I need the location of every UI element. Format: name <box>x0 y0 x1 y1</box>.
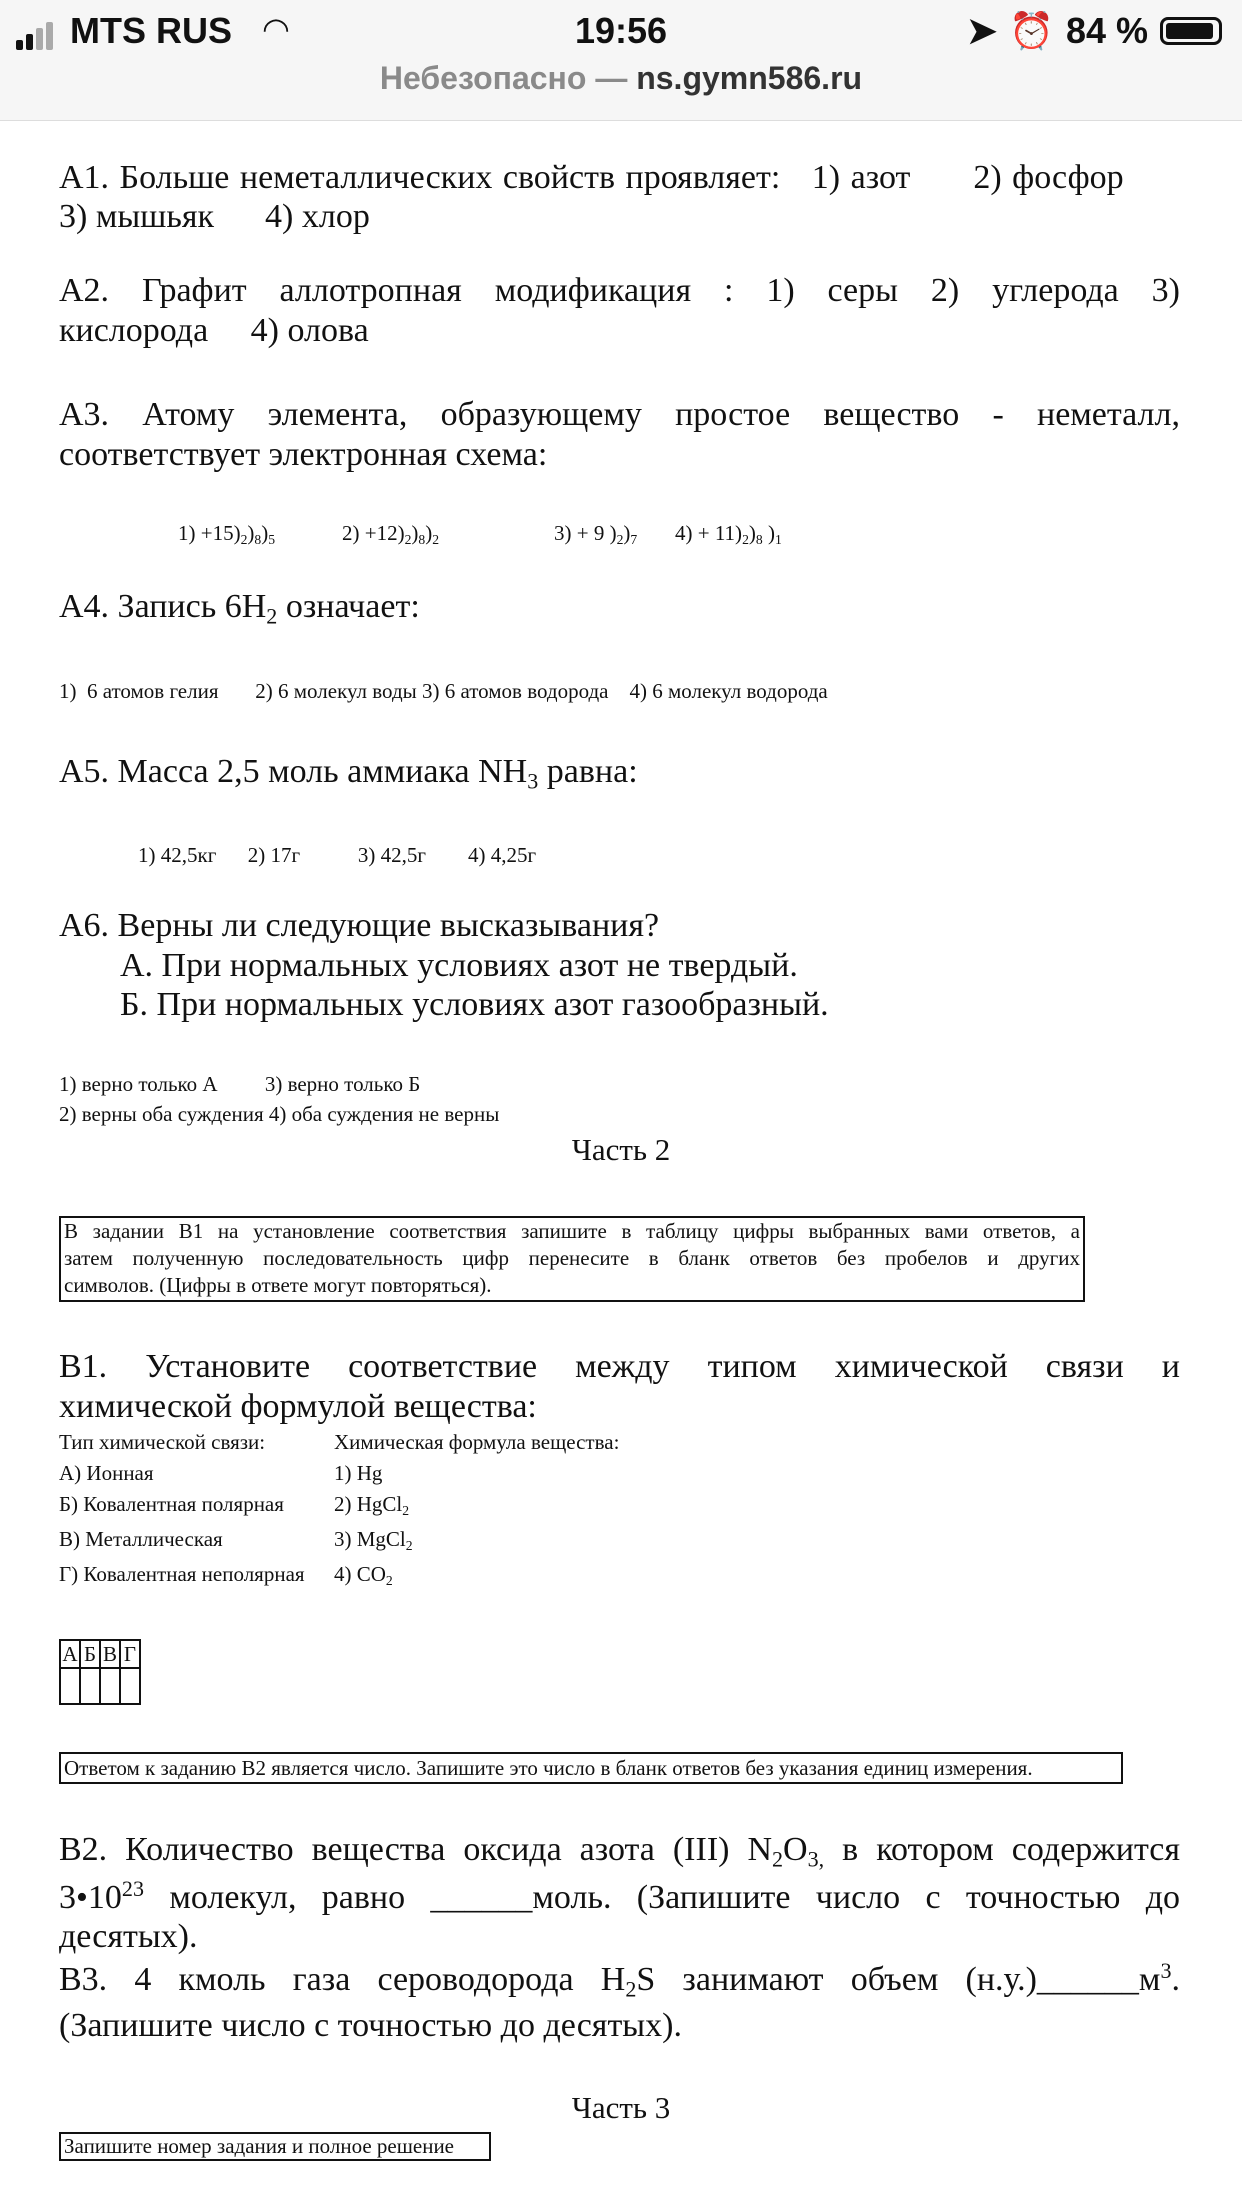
wifi-icon: ◠ <box>262 11 290 47</box>
a3-option-1 <box>178 520 275 546</box>
a4-question <box>59 587 420 627</box>
text-segment: 3) + 9 ) <box>554 521 617 545</box>
a5-options: 1) 42,5кг 2) 17г 3) 42,5г 4) 4,25г <box>138 843 537 867</box>
a2-line1: А2. Графит аллотропная модификация : 1) серы 2) углерода 3) <box>59 272 1180 309</box>
answer-cell <box>80 1668 100 1704</box>
a5-question <box>59 752 638 792</box>
b1-bond-a: А) Ионная <box>59 1461 154 1485</box>
b1-instructions-box <box>59 1216 1085 1302</box>
answer-cell <box>120 1668 140 1704</box>
text-segment: ) <box>425 521 433 545</box>
a6-options-2: 2) верны оба суждения 4) оба суждения не верны <box>59 1102 500 1126</box>
instr1-line3: символов. (Цифры в ответе могут повторяться). <box>64 1273 492 1297</box>
text-segment: 1) +15) <box>178 521 241 545</box>
text-segment: ) <box>247 521 255 545</box>
text-segment: А5. Масса 2,5 моль аммиака NH <box>59 753 528 790</box>
answer-cell <box>60 1668 80 1704</box>
answer-header-a: А <box>60 1640 80 1668</box>
subscript: 8 <box>254 532 262 548</box>
a6-options-1: 1) верно только А 3) верно только Б <box>59 1072 421 1096</box>
answer-header-v: В <box>100 1640 120 1668</box>
b2-line1 <box>59 1830 1180 1870</box>
a6-question: А6. Верны ли следующие высказывания? <box>59 907 660 944</box>
subscript: 1 <box>774 532 782 548</box>
subscript: 2 <box>266 603 278 629</box>
a3-option-3 <box>554 520 637 546</box>
subscript: 2 <box>405 1538 413 1554</box>
alarm-icon: ⏰ <box>1009 10 1054 51</box>
text-segment: 1) Hg <box>334 1461 383 1485</box>
text-segment: ) <box>762 521 775 545</box>
text-segment: 2) HgCl <box>334 1492 403 1516</box>
text-segment: А4. Запись 6H <box>59 588 267 625</box>
subscript: 2 <box>240 532 248 548</box>
subscript: 8 <box>755 532 763 548</box>
battery-icon <box>1160 17 1222 45</box>
b1-formula-3 <box>334 1526 413 1552</box>
b1-formula-4 <box>334 1561 393 1587</box>
b2-instructions-box: Ответом к заданию В2 является число. Запишите это число в бланк ответов без указания единиц измерения. <box>59 1752 1123 1784</box>
answer-header-b: Б <box>80 1640 100 1668</box>
b2-line3: десятых). <box>59 1918 198 1955</box>
text-segment: означает: <box>277 588 420 625</box>
b3-line2: (Запишите число с точностью до десятых). <box>59 2007 682 2044</box>
subscript: 2 <box>742 532 749 548</box>
status-bar <box>0 0 1242 121</box>
a3-line1: А3. Атому элемента, образующему простое вещество - неметалл, <box>59 396 1180 433</box>
a3-option-4 <box>675 520 782 546</box>
text-segment: 3) MgCl <box>334 1527 406 1551</box>
b1-bond-g: Г) Ковалентная неполярная <box>59 1562 305 1586</box>
text-segment: ) <box>411 521 419 545</box>
subscript: 2 <box>402 1503 410 1519</box>
part2-heading: Часть 2 <box>571 1132 671 1167</box>
url-host: ns.gymn586.ru <box>636 60 863 96</box>
carrier-name: MTS RUS <box>70 10 232 51</box>
b1-formula-2 <box>334 1491 409 1517</box>
text-segment: молекул, равно ______моль. (Запишите число с точностью до <box>144 1879 1180 1916</box>
text-segment: В2. Количество вещества оксида азота (III) N <box>59 1831 772 1868</box>
text-segment: ) <box>623 521 631 545</box>
instr1-line2: затем полученную последовательность цифр перенесите в бланк ответов без пробелов и других <box>64 1246 1080 1270</box>
text-segment: В3. 4 кмоль газа сероводорода H <box>59 1961 626 1998</box>
text-segment: S занимают объем (н.у.)______м <box>636 1961 1161 1998</box>
text-segment: 3•10 <box>59 1879 122 1916</box>
address-bar[interactable] <box>0 60 1242 97</box>
text-segment: ) <box>261 521 269 545</box>
b2-line2 <box>59 1875 1180 1918</box>
a6-statement-a: А. При нормальных условиях азот не твердый. <box>120 947 798 984</box>
subscript: 7 <box>630 532 638 548</box>
superscript: 3 <box>1160 1957 1172 1983</box>
text-segment: 2) +12) <box>342 521 405 545</box>
subscript: 2 <box>772 1846 784 1872</box>
battery-percent: 84 % <box>1065 10 1148 51</box>
a6-statement-b: Б. При нормальных условиях азот газообразный. <box>120 986 829 1023</box>
part3-heading: Часть 3 <box>571 2090 671 2125</box>
b1-answer-table <box>59 1639 141 1705</box>
subscript: 3 <box>527 768 539 794</box>
instr1-line1: В задании В1 на установление соответствия запишите в таблицу цифры выбранных вами ответов, а <box>64 1219 1080 1243</box>
b3-line1 <box>59 1957 1180 2002</box>
text-segment: . <box>1171 1961 1180 1998</box>
clock: 19:56 <box>574 10 668 51</box>
text-segment: ) <box>748 521 756 545</box>
subscript: 2 <box>404 532 412 548</box>
subscript: 8 <box>418 532 426 548</box>
answer-header-g: Г <box>120 1640 140 1668</box>
location-icon: ➤ <box>966 10 998 51</box>
a1-line2: 3) мышьяк 4) хлор <box>59 198 370 235</box>
a4-options: 1) 6 атомов гелия 2) 6 молекул воды 3) 6 атомов водорода 4) 6 молекул водорода <box>59 679 828 703</box>
a2-line2: кислорода 4) олова <box>59 312 369 349</box>
b1-col2-header: Химическая формула вещества: <box>334 1430 620 1454</box>
text-segment: равна: <box>538 753 638 790</box>
security-warning: Небезопасно — <box>379 60 637 96</box>
subscript: 5 <box>268 532 276 548</box>
text-segment: 4) + 11) <box>675 521 743 545</box>
b1-bond-b: Б) Ковалентная полярная <box>59 1492 284 1516</box>
superscript: 23 <box>121 1875 144 1901</box>
a1-line1: А1. Больше неметаллических свойств проявляет: 1) азот 2) фосфор <box>59 159 1124 196</box>
subscript: 3, <box>807 1846 825 1872</box>
b1-formula-1 <box>334 1460 382 1486</box>
b1-col1-header: Тип химической связи: <box>59 1430 266 1454</box>
answer-cell <box>100 1668 120 1704</box>
subscript: 2 <box>616 532 624 548</box>
subscript: 2 <box>385 1573 393 1589</box>
subscript: 2 <box>432 532 440 548</box>
b1-line1: В1. Установите соответствие между типом химической связи и <box>59 1348 1180 1385</box>
part3-instructions-box: Запишите номер задания и полное решение <box>59 2132 491 2161</box>
a3-option-2 <box>342 520 439 546</box>
b1-bond-v: В) Металлическая <box>59 1527 223 1551</box>
text-segment: 4) CO <box>334 1562 386 1586</box>
text-segment: в котором содержится <box>824 1831 1180 1868</box>
b1-line2: химической формулой вещества: <box>59 1388 537 1425</box>
text-segment: O <box>783 1831 808 1868</box>
subscript: 2 <box>625 1976 637 2002</box>
a3-line2: соответствует электронная схема: <box>59 436 548 473</box>
